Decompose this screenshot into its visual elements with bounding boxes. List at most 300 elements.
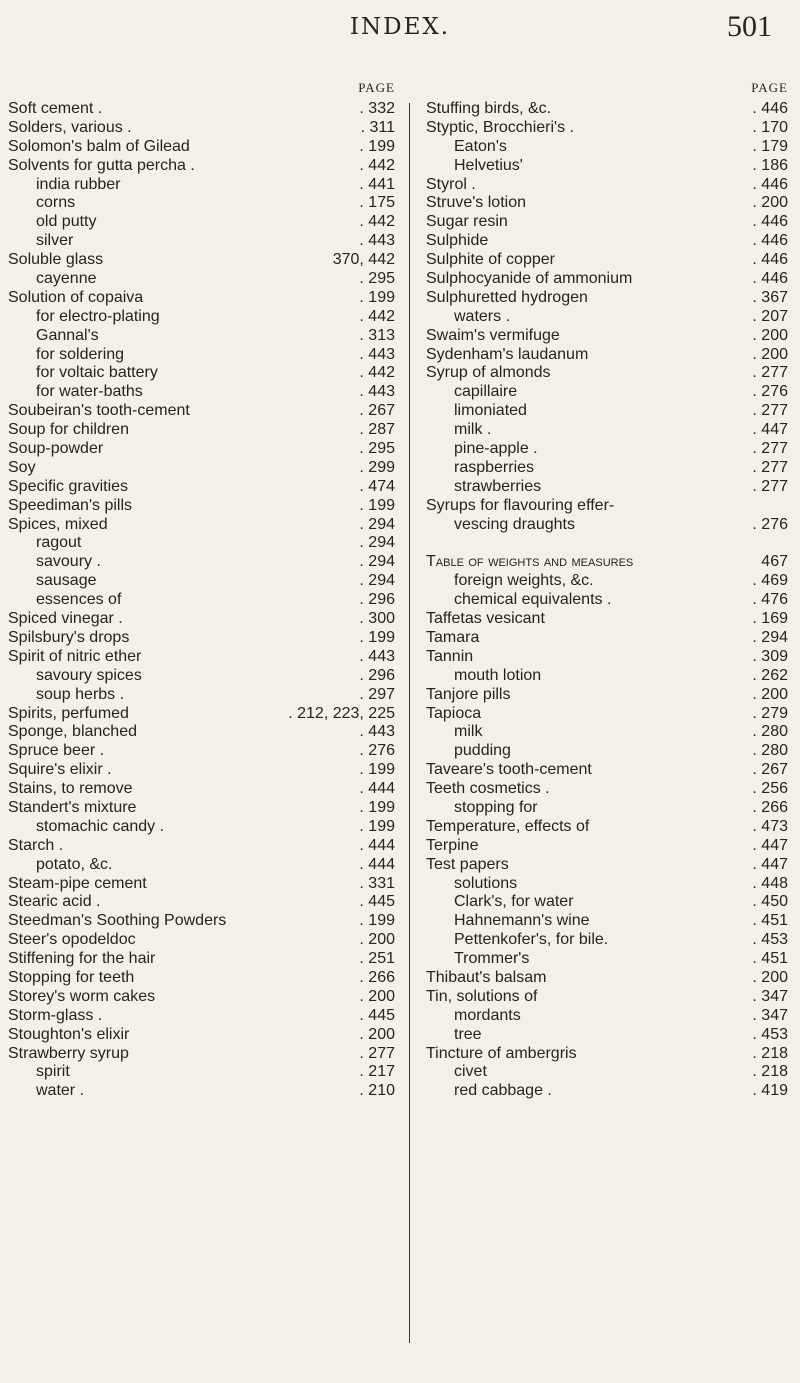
- index-entry: [426, 1063, 788, 1082]
- entry-page: . 199: [359, 496, 395, 514]
- index-entry: [426, 459, 788, 478]
- entry-page: . 207: [752, 307, 788, 325]
- entry-page: . 444: [359, 780, 395, 798]
- index-entry: [426, 780, 788, 799]
- entry-page: . 276: [752, 515, 788, 533]
- index-entry: [426, 402, 788, 421]
- column-divider: [409, 103, 410, 1343]
- entry-page: . 277: [752, 402, 788, 420]
- entry-page: . 175: [359, 194, 395, 212]
- entry-page: . 251: [359, 950, 395, 968]
- entry-label: Stiffening for the hair: [8, 950, 156, 968]
- entry-label: Sulphocyanide of ammonium: [426, 270, 633, 288]
- page-header: [0, 10, 800, 44]
- entry-page: . 199: [359, 798, 395, 816]
- index-entry: [8, 893, 395, 912]
- entry-page: . 199: [359, 137, 395, 155]
- entry-label: Table of weights and measures: [426, 553, 634, 571]
- entry-label: solutions: [454, 874, 518, 892]
- index-column-right: [426, 80, 788, 1101]
- entry-page: . 309: [752, 647, 788, 665]
- entry-label: stomachic candy .: [36, 817, 165, 835]
- entry-page: . 277: [752, 364, 788, 382]
- index-entry: [8, 742, 395, 761]
- entry-label: Stopping for teeth: [8, 968, 135, 986]
- index-entry: [426, 1007, 788, 1026]
- index-entry: [426, 591, 788, 610]
- entry-label: Sulphite of copper: [426, 251, 555, 269]
- entry-page: . 313: [359, 326, 395, 344]
- entry-page: . 447: [752, 855, 788, 873]
- index-entry: [8, 289, 395, 308]
- entry-page: . 186: [752, 156, 788, 174]
- entry-label: Solvents for gutta percha .: [8, 156, 195, 174]
- column-header-page: PAGE: [358, 80, 395, 95]
- index-entry: [426, 610, 788, 629]
- entry-page: . 445: [359, 1006, 395, 1024]
- entry-label: raspberries: [454, 458, 535, 476]
- entry-page: . 442: [359, 364, 395, 382]
- entry-page: . 200: [359, 987, 395, 1005]
- index-entry: [8, 194, 395, 213]
- entry-page: . 446: [752, 213, 788, 231]
- entry-page: . 210: [359, 1082, 395, 1100]
- index-entry: [426, 1045, 788, 1064]
- entry-page: . 294: [359, 553, 395, 571]
- index-entry: [8, 534, 395, 553]
- entry-page: . 446: [752, 270, 788, 288]
- index-entry: [8, 119, 395, 138]
- index-entry: [8, 572, 395, 591]
- index-entry: [8, 875, 395, 894]
- entry-label: mouth lotion: [454, 666, 542, 684]
- entry-label: Styrol .: [426, 175, 476, 193]
- index-entry: [426, 364, 788, 383]
- index-entry: [8, 856, 395, 875]
- entry-label: civet: [454, 1063, 487, 1081]
- index-entry: [8, 705, 395, 724]
- index-entry: [426, 194, 788, 213]
- index-entry: [8, 761, 395, 780]
- entry-page: . 295: [359, 440, 395, 458]
- entry-label: Soup for children: [8, 421, 129, 439]
- entry-page: . 294: [752, 628, 788, 646]
- index-entry: [8, 780, 395, 799]
- index-entry: [426, 553, 788, 572]
- index-entry: [8, 308, 395, 327]
- entry-page: . 445: [359, 893, 395, 911]
- entry-label: red cabbage .: [454, 1082, 552, 1100]
- entry-label: strawberries: [454, 477, 542, 495]
- entry-label: for voltaic battery: [36, 364, 158, 382]
- entry-label: Steedman's Soothing Powders: [8, 912, 227, 930]
- entry-label: Solders, various .: [8, 118, 132, 136]
- entry-label: Spirit of nitric ether: [8, 647, 142, 665]
- entry-label: water .: [36, 1082, 85, 1100]
- entry-page: . 446: [752, 232, 788, 250]
- entry-page: 467: [761, 553, 788, 571]
- entry-label: Storm-glass .: [8, 1006, 103, 1024]
- entry-page: . 199: [359, 628, 395, 646]
- index-entry: [426, 421, 788, 440]
- entry-page: . 441: [359, 175, 395, 193]
- index-entry: [8, 723, 395, 742]
- entry-label: Tapioca: [426, 704, 482, 722]
- index-entry: [426, 497, 788, 516]
- entry-page: . 446: [752, 175, 788, 193]
- index-column-left: [8, 80, 395, 1101]
- index-entry: [426, 893, 788, 912]
- index-entry: [8, 686, 395, 705]
- entry-page: . 170: [752, 118, 788, 136]
- index-entry: [8, 421, 395, 440]
- index-entry: [426, 761, 788, 780]
- entry-label: essences of: [36, 591, 122, 609]
- entry-page: 370, 442: [332, 251, 395, 269]
- index-entry: [8, 667, 395, 686]
- index-entry: [426, 1082, 788, 1101]
- entry-page: . 277: [752, 458, 788, 476]
- entry-label: Sugar resin: [426, 213, 508, 231]
- entry-label: corns: [36, 194, 76, 212]
- entry-label: Solution of copaiva: [8, 288, 144, 306]
- entry-page: . 476: [752, 591, 788, 609]
- entry-page: . 199: [359, 912, 395, 930]
- index-entry: [426, 875, 788, 894]
- entry-page: . 446: [752, 251, 788, 269]
- index-entry: [426, 705, 788, 724]
- index-entry: [426, 232, 788, 251]
- index-entry: [8, 157, 395, 176]
- entry-label: Storey's worm cakes: [8, 987, 156, 1005]
- entry-page: . 419: [752, 1082, 788, 1100]
- index-entries-right: [426, 100, 788, 1101]
- entry-label: Temperature, effects of: [426, 817, 590, 835]
- entry-label: Squire's elixir .: [8, 761, 112, 779]
- index-entry: [426, 327, 788, 346]
- entry-page: . 280: [752, 742, 788, 760]
- entry-page: . 277: [752, 440, 788, 458]
- entry-label: pine-apple .: [454, 440, 538, 458]
- entry-label: india rubber: [36, 175, 121, 193]
- entry-page: . 294: [359, 572, 395, 590]
- entry-label: Solomon's balm of Gilead: [8, 137, 190, 155]
- entry-page: . 200: [359, 931, 395, 949]
- entry-label: Terpine: [426, 836, 479, 854]
- entry-page: . 200: [752, 345, 788, 363]
- entry-label: Spruce beer .: [8, 742, 105, 760]
- entry-label: savoury .: [36, 553, 101, 571]
- index-entry: [426, 289, 788, 308]
- entry-page: . 442: [359, 307, 395, 325]
- index-entry: [426, 516, 788, 535]
- entry-label: Pettenkofer's, for bile.: [454, 931, 609, 949]
- index-entry: [426, 837, 788, 856]
- entry-page: . 442: [359, 156, 395, 174]
- entry-label: old putty: [36, 213, 97, 231]
- index-entry: [426, 686, 788, 705]
- entry-page: . 451: [752, 912, 788, 930]
- entry-label: sausage: [36, 572, 97, 590]
- entry-page: . 267: [752, 761, 788, 779]
- entry-label: Tin, solutions of: [426, 987, 538, 1005]
- index-entry: [426, 346, 788, 365]
- index-entry: [426, 308, 788, 327]
- entry-page: . 448: [752, 874, 788, 892]
- entry-label: Tannin: [426, 647, 474, 665]
- entry-page: . 347: [752, 1006, 788, 1024]
- entry-page: . 217: [359, 1063, 395, 1081]
- index-entry: [8, 232, 395, 251]
- entry-page: . 446: [752, 100, 788, 117]
- entry-page: . 277: [359, 1044, 395, 1062]
- entry-label: for soldering: [36, 345, 125, 363]
- index-entry: [8, 1082, 395, 1101]
- index-entry: [8, 270, 395, 289]
- index-entry: [8, 591, 395, 610]
- index-entry: [426, 950, 788, 969]
- entry-page: . 218: [752, 1044, 788, 1062]
- entry-page: . 276: [359, 742, 395, 760]
- entry-label: Sponge, blanched: [8, 723, 137, 741]
- entry-page: . 453: [752, 931, 788, 949]
- entry-label: Swaim's vermifuge: [426, 326, 560, 344]
- entry-page: . 447: [752, 836, 788, 854]
- entry-label: Steer's opodeldoc: [8, 931, 136, 949]
- entry-page: . 443: [359, 345, 395, 363]
- entry-page: . 442: [359, 213, 395, 231]
- entry-label: Stuffing birds, &c.: [426, 100, 552, 117]
- index-entry: [8, 1045, 395, 1064]
- entry-label: potato, &c.: [36, 855, 113, 873]
- entry-page: . 469: [752, 572, 788, 590]
- entry-label: Spices, mixed: [8, 515, 108, 533]
- entry-label: for electro-plating: [36, 307, 160, 325]
- index-entry: [426, 119, 788, 138]
- entry-label: Specific gravities: [8, 477, 129, 495]
- entry-label: Soubeiran's tooth-cement: [8, 402, 190, 420]
- index-entry: [426, 383, 788, 402]
- entry-label: Struve's lotion: [426, 194, 526, 212]
- entry-label: pudding: [454, 742, 511, 760]
- entry-label: Styptic, Brocchieri's .: [426, 118, 574, 136]
- index-entry: [426, 270, 788, 289]
- index-entry: [426, 157, 788, 176]
- index-entry: [8, 1063, 395, 1082]
- index-entry: [8, 818, 395, 837]
- index-entry: [8, 497, 395, 516]
- entry-label: waters .: [454, 307, 511, 325]
- entry-label: mordants: [454, 1006, 521, 1024]
- entry-label: spirit: [36, 1063, 70, 1081]
- index-entry: [8, 610, 395, 629]
- index-entry: [8, 799, 395, 818]
- entry-page: [768, 497, 788, 516]
- entry-label: for water-baths: [36, 383, 143, 401]
- index-entry: [426, 818, 788, 837]
- entry-page: . 267: [359, 402, 395, 420]
- entry-page: . 199: [359, 817, 395, 835]
- entry-page: . 347: [752, 987, 788, 1005]
- entry-label: Sydenham's laudanum: [426, 345, 589, 363]
- entry-label: Starch .: [8, 836, 64, 854]
- entry-label: ragout: [36, 534, 82, 552]
- index-entry: [426, 1026, 788, 1045]
- entry-label: Spilsbury's drops: [8, 628, 130, 646]
- index-entry: [426, 629, 788, 648]
- index-entry: [8, 912, 395, 931]
- page-title: INDEX.: [349, 14, 451, 40]
- index-entry: [8, 251, 395, 270]
- entry-page: . 276: [752, 383, 788, 401]
- entry-page: . 169: [752, 610, 788, 628]
- index-entry: [8, 1026, 395, 1045]
- index-entry: [8, 402, 395, 421]
- entry-label: Eaton's: [454, 137, 507, 155]
- entry-label: Tincture of ambergris: [426, 1044, 577, 1062]
- entry-label: savoury spices: [36, 666, 142, 684]
- entry-label: Hahnemann's wine: [454, 912, 590, 930]
- entry-label: Tamara: [426, 628, 480, 646]
- entry-page: . 200: [752, 968, 788, 986]
- entry-page: . 200: [752, 685, 788, 703]
- entry-label: Trommer's: [454, 950, 530, 968]
- index-entry: [426, 138, 788, 157]
- entry-page: . 262: [752, 666, 788, 684]
- entry-label: Stains, to remove: [8, 780, 133, 798]
- entry-label: silver: [36, 232, 74, 250]
- entry-page: . 367: [752, 288, 788, 306]
- entry-label: tree: [454, 1025, 482, 1043]
- entry-page: . 279: [752, 704, 788, 722]
- entry-page: . 444: [359, 855, 395, 873]
- entry-label: Helvetius': [454, 156, 523, 174]
- entry-label: foreign weights, &c.: [454, 572, 594, 590]
- entry-page: . 200: [752, 326, 788, 344]
- entry-page: . 297: [359, 685, 395, 703]
- index-entry: [426, 856, 788, 875]
- index-entry: [426, 931, 788, 950]
- index-entry: [8, 478, 395, 497]
- index-entry: [8, 440, 395, 459]
- index-entry: [8, 383, 395, 402]
- entry-page: . 444: [359, 836, 395, 854]
- entry-page: . 473: [752, 817, 788, 835]
- entry-label: vescing draughts: [454, 515, 575, 533]
- entry-label: Soft cement .: [8, 100, 103, 117]
- entry-label: Soluble glass: [8, 251, 104, 269]
- page-number: 501: [727, 10, 772, 43]
- index-entry: [426, 440, 788, 459]
- entry-page: . 331: [359, 874, 395, 892]
- entry-page: . 443: [359, 232, 395, 250]
- index-entry: [8, 364, 395, 383]
- index-entry: [426, 100, 788, 119]
- index-entry: [8, 553, 395, 572]
- entry-label: cayenne: [36, 270, 97, 288]
- entry-page: . 332: [359, 100, 395, 117]
- index-entry: [426, 251, 788, 270]
- index-entry: [8, 346, 395, 365]
- entry-label: soup herbs .: [36, 685, 125, 703]
- index-entry: [8, 969, 395, 988]
- index-entry: [426, 742, 788, 761]
- entry-page: . 300: [359, 610, 395, 628]
- entry-label: Teeth cosmetics .: [426, 780, 550, 798]
- index-entries-left: [8, 100, 395, 1101]
- index-entry: [426, 572, 788, 591]
- entry-label: Spiced vinegar .: [8, 610, 123, 628]
- index-entry: [8, 950, 395, 969]
- entry-page: . 294: [359, 534, 395, 552]
- entry-label: Sulphuretted hydrogen: [426, 288, 588, 306]
- entry-page: . 447: [752, 421, 788, 439]
- entry-label: Tanjore pills: [426, 685, 511, 703]
- entry-page: . 199: [359, 761, 395, 779]
- entry-page: . 443: [359, 383, 395, 401]
- entry-label: Soy: [8, 458, 36, 476]
- entry-label: Thibaut's balsam: [426, 968, 547, 986]
- entry-label: milk .: [454, 421, 492, 439]
- index-entry: [8, 1007, 395, 1026]
- entry-page: . 311: [360, 118, 395, 136]
- index-entry: [8, 459, 395, 478]
- entry-label: stopping for: [454, 798, 538, 816]
- entry-label: limoniated: [454, 402, 527, 420]
- index-entry: [8, 138, 395, 157]
- index-entry: [8, 516, 395, 535]
- entry-label: Syrups for flavouring effer-: [426, 496, 615, 514]
- index-entry: [426, 969, 788, 988]
- entry-page: . 266: [752, 798, 788, 816]
- entry-page: . 266: [359, 968, 395, 986]
- entry-label: Test papers: [426, 855, 509, 873]
- entry-page: . 295: [359, 270, 395, 288]
- entry-page: . 179: [752, 137, 788, 155]
- entry-label: Standert's mixture: [8, 798, 137, 816]
- index-entry: [8, 327, 395, 346]
- index-entry: [8, 176, 395, 195]
- entry-page: . 212, 223, 225: [288, 704, 395, 722]
- entry-label: Steam-pipe cement: [8, 874, 147, 892]
- entry-page: . 443: [359, 647, 395, 665]
- index-entry: [8, 213, 395, 232]
- index-entry: [8, 837, 395, 856]
- entry-label: Gannal's: [36, 326, 99, 344]
- entry-label: milk: [454, 723, 483, 741]
- entry-page: . 296: [359, 591, 395, 609]
- entry-page: . 277: [752, 477, 788, 495]
- index-entry: [426, 799, 788, 818]
- entry-page: . 296: [359, 666, 395, 684]
- index-entry: [426, 478, 788, 497]
- entry-label: Clark's, for water: [454, 893, 574, 911]
- entry-label: Taveare's tooth-cement: [426, 761, 592, 779]
- index-entry: [426, 176, 788, 195]
- entry-label: chemical equivalents .: [454, 591, 612, 609]
- entry-page: . 280: [752, 723, 788, 741]
- index-entry: [8, 988, 395, 1007]
- index-entry: [426, 667, 788, 686]
- entry-page: . 453: [752, 1025, 788, 1043]
- index-entry: [426, 213, 788, 232]
- entry-label: Taffetas vesicant: [426, 610, 545, 628]
- column-header-page: PAGE: [751, 80, 788, 95]
- entry-label: Syrup of almonds: [426, 364, 551, 382]
- entry-page: . 474: [359, 477, 395, 495]
- index-entry: [8, 931, 395, 950]
- entry-page: . 200: [359, 1025, 395, 1043]
